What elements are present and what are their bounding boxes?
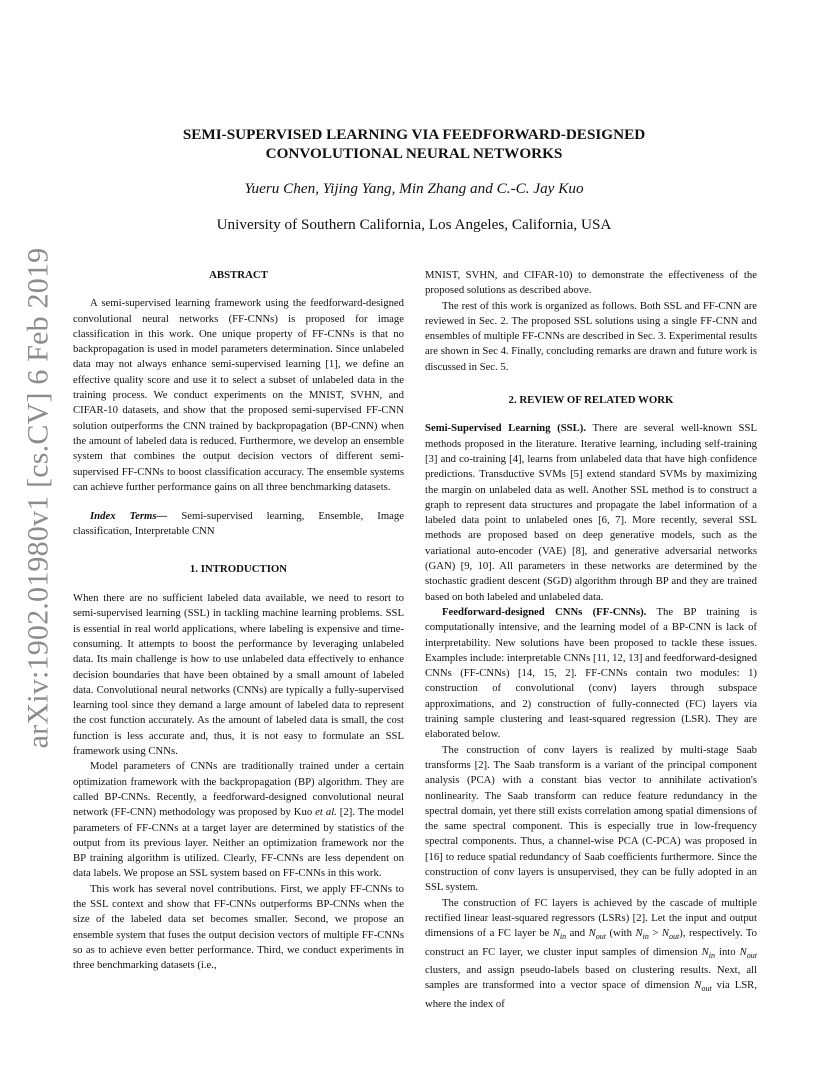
fc-text-b: and	[566, 927, 589, 940]
ssl-runin-heading: Semi-Supervised Learning (SSL).	[425, 422, 586, 435]
abstract-heading: ABSTRACT	[209, 269, 268, 281]
paper-title	[100, 125, 728, 163]
intro-paragraph-3-continued: MNIST, SVHN, and CIFAR-10) to demonstrate the effectiveness of the proposed solutions as described above.	[425, 269, 757, 297]
index-terms-list: Semi-supervised learning, Ensemble, Image classification, Interpretable CNN	[73, 510, 404, 538]
intro-paragraph-4: The rest of this work is organized as follows. Both SSL and FF-CNN are reviewed in Sec. 2. The proposed SSL solutions using a single FF-CNN and ensembles of multiple FF-CNNs are described in Sec. 3. Experimental results are shown in Sec 4. Finally, concluding remarks are drawn and future work is discussed in Sec. 5.	[425, 299, 757, 373]
math-n-out: $N_{out}$	[588, 927, 606, 942]
math-n-in: $N_{in}$	[552, 927, 567, 942]
related-work-heading: 2. REVIEW OF RELATED WORK	[508, 394, 674, 407]
intro-p2-etal: et al.	[315, 806, 337, 819]
introduction-heading: 1. INTRODUCTION	[189, 562, 288, 575]
math-n-out-3: $N_{out}$	[694, 979, 712, 994]
arxiv-identifier-text: arXiv:1902.01980v1 [cs.CV] 6 Feb 2019	[21, 247, 54, 749]
conv-layers-paragraph: The construction of conv layers is realized by multi-stage Saab transforms [2]. The Saab transform is a variant of the principal component analysis (PCA) with a constant bias vector to annihilate activation's nonlinearity. The Saab transform can reduce feature redundancy in the spectral domain, yet there still exists correlation among spatial dimensions of the same spectral component. This is especially true in low-frequency spectral components. Thus, a channel-wise PCA (C-PCA) was proposed in [16] to reduce spatial redundancy of Saab coefficients furthermore. Since the construction of conv layers is unsupervised, they can be fully adopted in an SSL system.	[425, 743, 757, 894]
intro-paragraph-3: This work has several novel contributions. First, we apply FF-CNNs to the SSL context and show that FF-CNNs outperforms BP-CNNs when the size of the labeled data set becomes smaller. Second, we propose an ensemble system that fuses the output decision vectors of multiple FF-CNNs so as to achieve even better performance. Third, we conduct experiments in three benchmarking datasets (i.e.,	[73, 882, 404, 972]
title-line-1: SEMI-SUPERVISED LEARNING VIA FEEDFORWARD-DESIGNED	[182, 126, 646, 143]
intro-paragraph-1: When there are no sufficient labeled data available, we need to resort to semi-supervised learning (SSL) in tackling machine learning problems. SSL is essential in real world applications, where labeling is expensive and time-consuming. It attempts to boost the performance by leveraging unlabeled data. Its main challenge is how to use unlabeled data effectively to enhance decision boundaries that have been obtained by a small amount of labeled data. Convolutional neural networks (CNNs) are typically a fully-supervised learning tool since they demand a large amount of labeled data to represent the cost function accurately. As the amount of labeled data is small, the cost function is less accurate and, thus, it is not easy to formulate an SSL framework using CNNs.	[73, 592, 404, 758]
title-line-2: CONVOLUTIONAL NEURAL NETWORKS	[265, 145, 563, 162]
arxiv-identifier-stamp	[18, 247, 58, 749]
abstract-body: A semi-supervised learning framework using the feedforward-designed convolutional neural networks (FF-CNNs) is proposed for image classification in this work. One unique property of FF-CNNs is that no backpropagation is used in model parameters determination. Since unlabeled data may not always enhance semi-supervised learning [1], we define an effective quality score and use it to select a subset of unlabeled data in the training process. We conduct experiments on the MNIST, SVHN, and CIFAR-10 datasets, and show that the proposed semi-supervised FF-CNN solution outperforms the CNN trained by backpropagation (BP-CNN) when the amount of labeled data is reduced. Furthermore, we develop an ensemble system that combines the output decision vectors of different semi-supervised FF-CNNs to boost classification accuracy. The ensemble systems can achieve further performance gains on all three benchmarking datasets.	[73, 297, 404, 493]
fc-text-d: ), respectively. To construct an FC layer, we cluster input samples of dimension	[425, 927, 758, 958]
author-list: Yueru Chen, Yijing Yang, Min Zhang and C.-C. Jay Kuo	[244, 180, 584, 197]
fc-text-e: into	[715, 945, 740, 958]
intro-p2-text-a: Model parameters of CNNs are traditionally trained under a certain optimization framework with the backpropagation (BP) algorithm. They are called BP-CNNs. Recently, a feedforward-designed convolutional neural network (FF-CNN) methodology was proposed by Kuo	[73, 760, 404, 819]
index-terms-label: Index Terms—	[90, 510, 168, 523]
index-terms	[73, 509, 404, 540]
fc-text-c: (with	[605, 927, 636, 940]
math-n-in-2: $N_{in}$	[701, 945, 715, 960]
math-inequality: $N_{in} > N_{out}$	[635, 927, 680, 942]
intro-p2-text-b: [2]. The model parameters of FF-CNNs at a target layer are determined by statistics of the output from its previous layer. Neither an optimization framework nor the BP training algorithm is utilized. Clearly, FF-CNNs are less dependent on data labels. We propose an SSL system based on FF-CNNs in this work.	[73, 806, 404, 880]
intro-paragraph-2	[73, 759, 404, 881]
ffcnn-body: The BP training is computationally intensive, and the learning model of a BP-CNN is lack of interpretability. New solutions have been proposed to tackle these issues. Examples include: interpretable CNNs [11, 12, 13] and feedforward-designed CNNs (FF-CNNs) [14, 15, 2]. FF-CNNs contain two modules: 1) construction of convolutional (conv) layers through subspace approximations, and 2) construction of fully-connected (FC) layers via training sample clustering and least-squared regression (LSR). They are elaborated below.	[425, 605, 757, 741]
fc-text-f: clusters, and assign pseudo-labels based on clustering results. Next, all samples are transformed into a vector space of dimension	[425, 964, 757, 992]
affiliation: University of Southern California, Los Angeles, California, USA	[216, 216, 612, 233]
math-n-out-2: $N_{out}$	[739, 945, 757, 960]
right-column	[425, 268, 757, 1012]
fc-text-g: via LSR, where the index of	[425, 979, 757, 1010]
left-column	[73, 268, 404, 973]
fc-layers-paragraph	[425, 896, 757, 1013]
fc-text-a: The construction of FC layers is achieved by the cascade of multiple rectified linear least-squared regressors (LSRs) [2]. Let the input and output dimensions of a FC layer be	[425, 896, 757, 940]
ffcnn-runin-heading: Feedforward-designed CNNs (FF-CNNs).	[442, 605, 647, 618]
ffcnn-paragraph	[425, 605, 757, 743]
ssl-paragraph	[425, 421, 757, 605]
ssl-body: There are several well-known SSL methods proposed in the literature. Iterative learning, including self-training [3] and co-training [4], learns from unlabeled data that have high confidence predictions. Transductive SVMs [5] extend standard SVMs by maximizing the margin on unlabeled data as well. Another SSL method is to construct a graph to represent data structures and propagate the label information of a labeled data point to unlabeled ones [6, 7]. More recently, several SSL methods are proposed based on deep generative models, such as the variational auto-encoder (VAE) [8], and generative adversarial networks (GAN) [9, 10]. All parameters in these networks are determined by the stochastic gradient descent (SGD) algorithm through BP and they are trained based on both labeled and unlabeled data.	[425, 422, 757, 603]
